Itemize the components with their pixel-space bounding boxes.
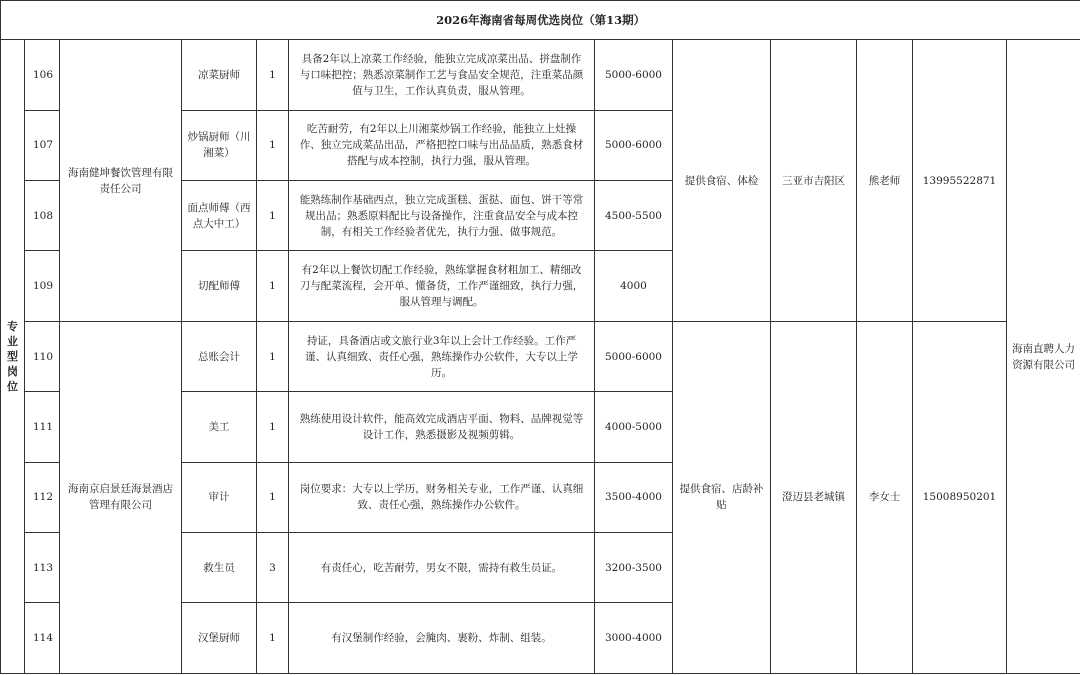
- table-row: [1, 40, 1080, 110]
- company-name: 海南健坤餐饮管理有限责任公司: [60, 40, 182, 322]
- job-requirement: 岗位要求：大专以上学历，财务相关专业，工作严谨、认真细致、责任心强，熟练操作办公软件。: [289, 462, 595, 532]
- job-count: 1: [257, 251, 289, 321]
- job-requirement: 吃苦耐劳，有2年以上川湘菜炒锅工作经验，能独立上灶操作、独立完成菜品出品，严格把控口味与出品品质，熟悉食材搭配与成本控制，执行力强，服从管理。: [289, 110, 595, 180]
- job-requirement: 具备2年以上凉菜工作经验，能独立完成凉菜出品、拼盘制作与口味把控；熟悉凉菜制作工艺与食品安全规范，注重菜品颜值与卫生，工作认真负责，服从管理。: [289, 40, 595, 110]
- job-salary: 3000-4000: [595, 603, 673, 674]
- job-requirement: 有责任心，吃苦耐劳，男女不限，需持有救生员证。: [289, 533, 595, 603]
- job-salary: 4500-5500: [595, 181, 673, 251]
- job-count: 1: [257, 40, 289, 110]
- job-salary: 3200-3500: [595, 533, 673, 603]
- contact-person: 熊老师: [857, 40, 913, 322]
- job-number: 107: [25, 110, 60, 180]
- job-number: 111: [25, 392, 60, 462]
- job-number: 114: [25, 603, 60, 674]
- job-requirement: 熟练使用设计软件，能高效完成酒店平面、物料、品牌视觉等设计工作，熟悉摄影及视频剪辑。: [289, 392, 595, 462]
- job-position: 炒锅厨师（川湘菜）: [182, 110, 257, 180]
- job-requirement: 有汉堡制作经验，会腌肉、裹粉、炸制、组装。: [289, 603, 595, 674]
- company-benefits: 提供食宿、体检: [673, 40, 771, 322]
- job-position: 救生员: [182, 533, 257, 603]
- contact-phone: 15008950201: [913, 321, 1007, 673]
- work-location: 澄迈县老城镇: [771, 321, 857, 673]
- job-number: 112: [25, 462, 60, 532]
- job-requirement: 能熟练制作基础西点，独立完成蛋糕、蛋挞、面包、饼干等常规出品；熟悉原料配比与设备操作，注重食品安全与成本控制，有相关工作经验者优先，执行力强、做事规范。: [289, 181, 595, 251]
- contact-phone: 13995522871: [913, 40, 1007, 322]
- job-salary: 5000-6000: [595, 321, 673, 391]
- table-title: 2026年海南省每周优选岗位（第13期）: [1, 1, 1080, 40]
- job-position: 切配师傅: [182, 251, 257, 321]
- job-requirement: 有2年以上餐饮切配工作经验，熟练掌握食材粗加工、精细改刀与配菜流程，会开单、懂备货，工作严谨细致，执行力强，服从管理与调配。: [289, 251, 595, 321]
- job-salary: 4000-5000: [595, 392, 673, 462]
- job-number: 113: [25, 533, 60, 603]
- category-label: 专业型岗位: [7, 320, 18, 394]
- category-cell: [1, 40, 25, 674]
- job-count: 1: [257, 603, 289, 674]
- job-position: 总账会计: [182, 321, 257, 391]
- job-count: 3: [257, 533, 289, 603]
- job-position: 美工: [182, 392, 257, 462]
- job-position: 面点师傅（西点大中工）: [182, 181, 257, 251]
- company-name: 海南京启景廷海景酒店管理有限公司: [60, 321, 182, 673]
- job-salary: 4000: [595, 251, 673, 321]
- table-row: [1, 321, 1080, 391]
- job-number: 108: [25, 181, 60, 251]
- job-count: 1: [257, 110, 289, 180]
- job-salary: 5000-6000: [595, 110, 673, 180]
- job-number: 106: [25, 40, 60, 110]
- job-count: 1: [257, 462, 289, 532]
- agency-name: 海南直聘人力资源有限公司: [1007, 40, 1080, 674]
- work-location: 三亚市吉阳区: [771, 40, 857, 322]
- job-salary: 3500-4000: [595, 462, 673, 532]
- job-number: 109: [25, 251, 60, 321]
- contact-person: 李女士: [857, 321, 913, 673]
- job-count: 1: [257, 321, 289, 391]
- title-row: [1, 1, 1080, 40]
- job-requirement: 持证，具备酒店或文旅行业3年以上会计工作经验。工作严谨、认真细致、责任心强，熟练操作办公软件，大专以上学历。: [289, 321, 595, 391]
- job-number: 110: [25, 321, 60, 391]
- job-count: 1: [257, 181, 289, 251]
- job-salary: 5000-6000: [595, 40, 673, 110]
- job-position: 汉堡厨师: [182, 603, 257, 674]
- job-count: 1: [257, 392, 289, 462]
- company-benefits: 提供食宿、店龄补贴: [673, 321, 771, 673]
- job-position: 凉菜厨师: [182, 40, 257, 110]
- job-position: 审计: [182, 462, 257, 532]
